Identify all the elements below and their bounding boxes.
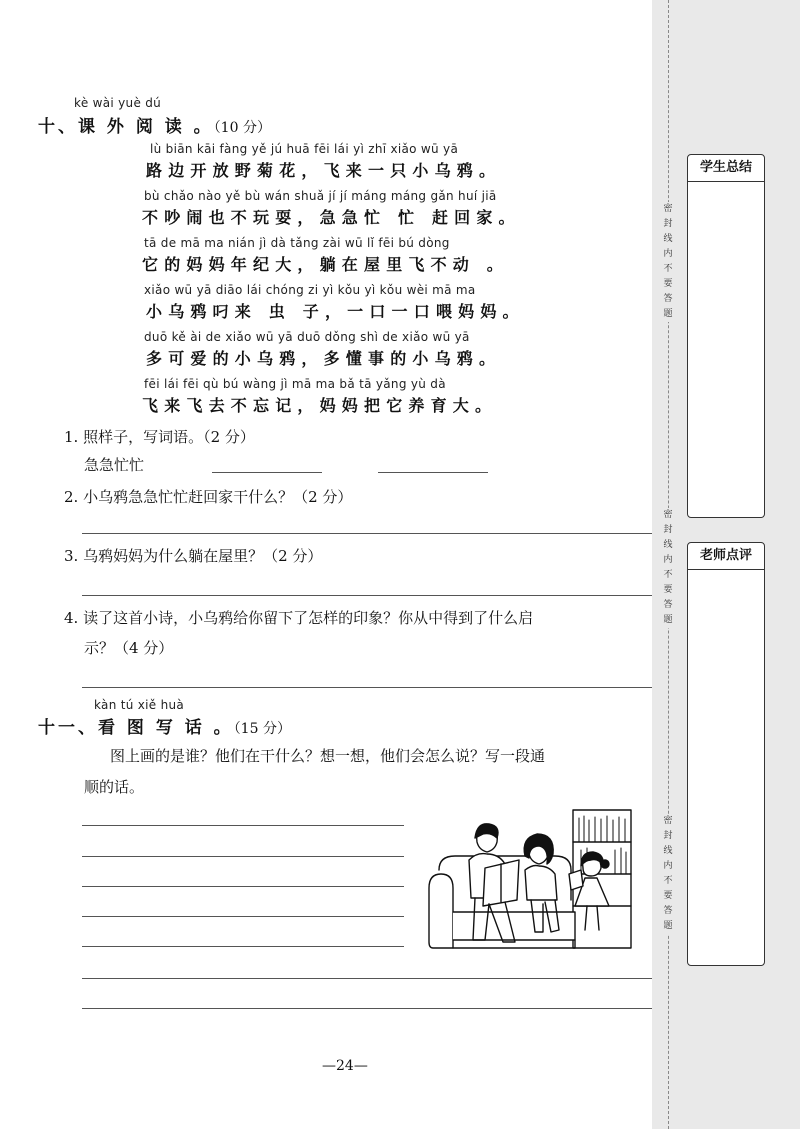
writing-line-7[interactable] bbox=[82, 1008, 654, 1009]
example-word: 急急忙忙 bbox=[84, 456, 145, 474]
student-summary-box[interactable] bbox=[687, 154, 765, 518]
poem-pinyin-3: tā de mā ma nián jì dà tǎng zài wū lǐ fēi bú dòng bbox=[144, 236, 450, 250]
writing-line-5[interactable] bbox=[82, 946, 404, 947]
teacher-comment-box[interactable] bbox=[687, 542, 765, 966]
answer-line-q4[interactable] bbox=[82, 687, 654, 688]
question-4-cont: 示？（4 分） bbox=[84, 639, 174, 657]
teacher-comment-title: 老师点评 bbox=[688, 543, 764, 570]
poem-pinyin-6: fēi lái fēi qù bú wàng jì mā ma bǎ tā yǎng yù dà bbox=[144, 377, 446, 391]
question-3: 3. 乌鸦妈妈为什么躺在屋里？（2 分） bbox=[64, 547, 323, 565]
poem-line-6: 飞来飞去不忘记，妈妈把它养育大。 bbox=[142, 396, 498, 415]
seal-text-2: 密 封 线 内 不 要 答 题 bbox=[662, 508, 674, 628]
poem-line-1: 路边开放野菊花，飞来一只小乌鸦。 bbox=[146, 161, 502, 180]
writing-line-1[interactable] bbox=[82, 825, 404, 826]
answer-line-q2[interactable] bbox=[82, 533, 654, 534]
poem-line-5: 多可爱的小乌鸦，多懂事的小乌鸦。 bbox=[146, 349, 502, 368]
family-reading-illustration bbox=[425, 808, 635, 958]
question-1: 1. 照样子，写词语。（2 分） bbox=[64, 428, 255, 446]
section10-heading bbox=[38, 112, 271, 137]
poem-line-4: 小乌鸦叼来 虫 子，一口一口喂妈妈。 bbox=[146, 302, 525, 321]
poem-pinyin-5: duō kě ài de xiǎo wū yā duō dǒng shì de xiǎo wū yā bbox=[144, 330, 470, 344]
section10-title: 十、课 外 阅 读 。 bbox=[38, 117, 214, 137]
section11-prompt-1: 图上画的是谁？他们在干什么？想一想，他们会怎么说？写一段通 bbox=[110, 747, 546, 765]
writing-line-3[interactable] bbox=[82, 886, 404, 887]
section11-title: 十一、看 图 写 话 。 bbox=[38, 718, 234, 738]
writing-line-4[interactable] bbox=[82, 916, 404, 917]
writing-line-2[interactable] bbox=[82, 856, 404, 857]
seal-text-1: 密 封 线 内 不 要 答 题 bbox=[662, 202, 674, 322]
writing-line-6[interactable] bbox=[82, 978, 654, 979]
question-4: 4. 读了这首小诗，小乌鸦给你留下了怎样的印象？你从中得到了什么启 bbox=[64, 609, 534, 627]
answer-line-q1a[interactable] bbox=[212, 472, 322, 473]
question-2: 2. 小乌鸦急急忙忙赶回家干什么？（2 分） bbox=[64, 488, 353, 506]
section11-heading bbox=[38, 713, 291, 738]
answer-line-q1b[interactable] bbox=[378, 472, 488, 473]
poem-pinyin-4: xiǎo wū yā diāo lái chóng zi yì kǒu yì kǒu wèi mā ma bbox=[144, 283, 476, 297]
section11-prompt-2: 顺的话。 bbox=[84, 778, 145, 796]
poem-line-3: 它的妈妈年纪大，躺在屋里飞不动 。 bbox=[142, 255, 509, 274]
section10-pinyin: kè wài yuè dú bbox=[74, 96, 162, 110]
poem-pinyin-1: lù biān kāi fàng yě jú huā fēi lái yì zhī xiǎo wū yā bbox=[150, 142, 459, 156]
poem-line-2: 不吵闹也不玩耍，急急忙 忙 赶回家。 bbox=[142, 208, 521, 227]
section11-points: （15 分） bbox=[233, 721, 291, 737]
section10-points: （10 分） bbox=[213, 120, 271, 136]
page-number: —24— bbox=[322, 1058, 368, 1074]
section11-pinyin: kàn tú xiě huà bbox=[94, 698, 185, 712]
seal-text-3: 密 封 线 内 不 要 答 题 bbox=[662, 814, 674, 934]
answer-line-q3[interactable] bbox=[82, 595, 654, 596]
poem-pinyin-2: bù chǎo nào yě bù wán shuǎ jí jí máng máng gǎn huí jiā bbox=[144, 189, 497, 203]
student-summary-title: 学生总结 bbox=[688, 155, 764, 182]
